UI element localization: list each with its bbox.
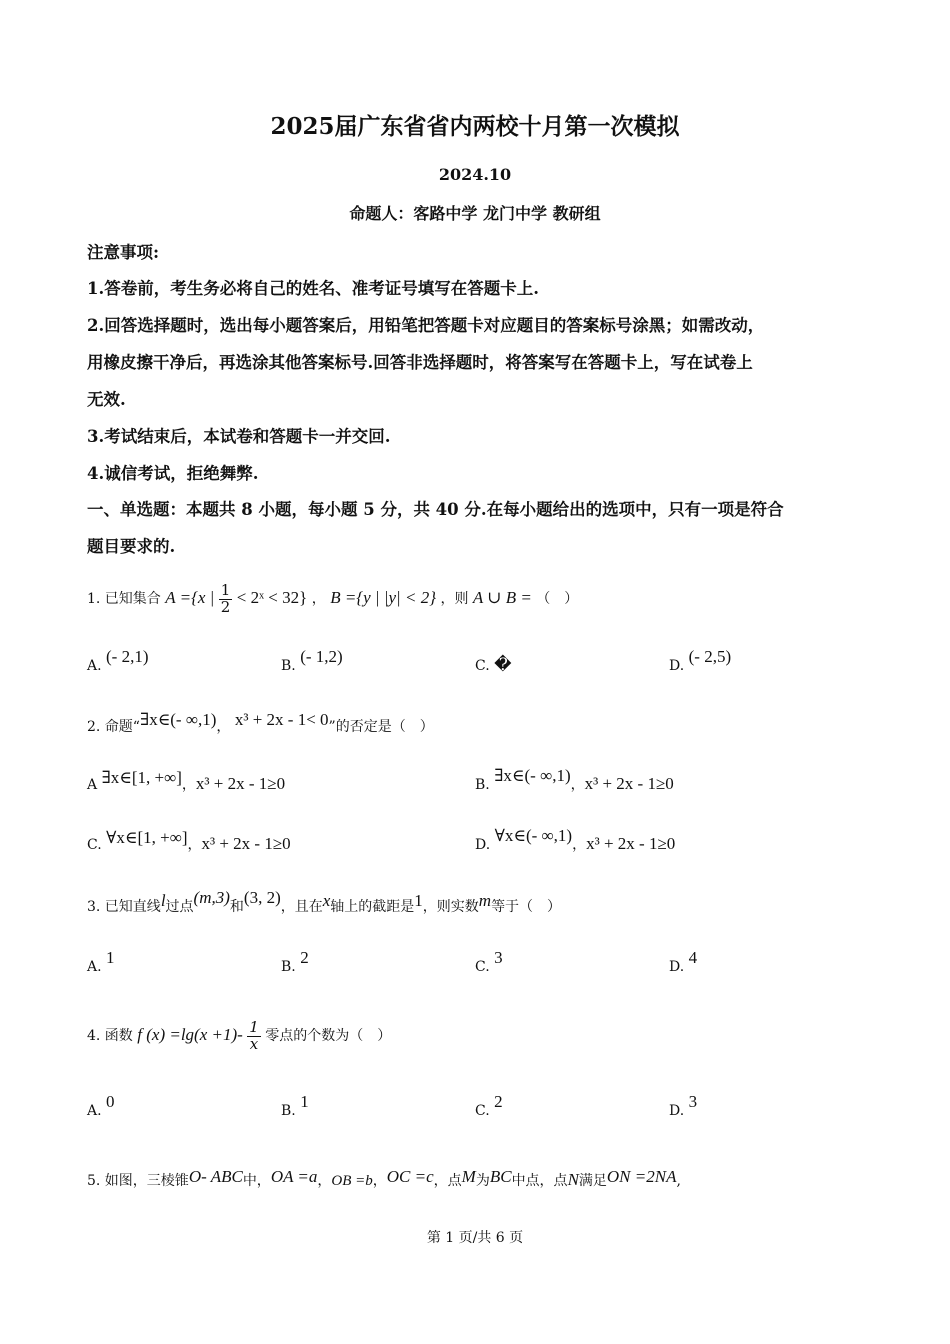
- q3-text-5: 轴上的截距是: [330, 899, 415, 915]
- q2-option-d[interactable]: D. ∀x∈(- ∞,1)，x³ + 2x - 1≥0: [475, 826, 676, 853]
- q5-comma-3: ,: [676, 1173, 681, 1189]
- question-2: [87, 710, 434, 736]
- option-label: C.: [87, 837, 102, 853]
- q2-option-a[interactable]: A ∃x∈[1, +∞]，x³ + 2x - 1≥0: [87, 768, 286, 793]
- q2-tail: ”的否定是（ ）: [328, 719, 434, 735]
- note-2-line-2: 用橡皮擦干净后，再选涂其他答案标号.回答非选择题时，将答案写在答题卡上，写在试卷上: [87, 353, 753, 372]
- q2-option-c[interactable]: C. ∀x∈[1, +∞]，x³ + 2x - 1≥0: [87, 828, 291, 853]
- q1-set-a-right: < 2ˣ < 32}: [236, 588, 308, 607]
- note-4: 4.诚信考试，拒绝舞弊.: [87, 464, 259, 483]
- page-footer: 第 1 页/共 6 页: [426, 1230, 524, 1246]
- q2-quantifier: ∃x∈(- ∞,1): [139, 710, 217, 729]
- option-label: C.: [475, 658, 490, 674]
- q3-text-4: ，且在: [280, 899, 323, 915]
- q3-text-1: 3. 已知直线: [87, 899, 161, 915]
- option-label: B.: [281, 658, 296, 674]
- q3-option-c[interactable]: [475, 948, 503, 976]
- q5-point-m: M: [461, 1167, 476, 1186]
- option-value: (- 1,2): [300, 647, 343, 666]
- q1-tail: ，则: [440, 591, 469, 607]
- q3-line-l: l: [160, 891, 166, 910]
- option-value: 2: [300, 948, 309, 967]
- q4-option-d[interactable]: [669, 1092, 698, 1120]
- q3-m: m: [478, 891, 492, 910]
- option-value: (- 2,1): [106, 647, 149, 666]
- section-heading-line-1: 一、单选题：本题共 8 小题，每小题 5 分，共 40 分.在每小题给出的选项中，只有一项是符合: [87, 500, 784, 519]
- option-value: 1: [300, 1092, 309, 1111]
- option-value: 0: [106, 1092, 115, 1111]
- q1-frac-den: 2: [220, 597, 231, 616]
- option-label: A.: [87, 658, 102, 674]
- option-label: D.: [669, 658, 685, 674]
- q4-option-b[interactable]: [281, 1092, 309, 1120]
- q4-option-c[interactable]: [475, 1092, 503, 1120]
- q1-lead: 1. 已知集合: [87, 591, 161, 607]
- q5-text-2: 中，: [242, 1173, 271, 1189]
- q2-lead: 2. 命题“: [87, 719, 140, 735]
- option-label: C.: [475, 1103, 490, 1119]
- option-value: 3: [494, 948, 503, 967]
- q4-option-a[interactable]: [87, 1092, 115, 1120]
- q1-set-b: B ={y | |y| < 2}: [330, 588, 436, 607]
- q1-union: A ∪ B =: [472, 588, 532, 607]
- option-label: D.: [669, 959, 685, 975]
- q4-frac-den: x: [249, 1034, 259, 1053]
- q3-text-2: 过点: [165, 899, 194, 915]
- option-inequality: x³ + 2x - 1≥0: [586, 834, 676, 853]
- q3-one: 1: [414, 891, 423, 910]
- note-1: 1.答卷前，考生务必将自己的姓名、准考证号填写在答题卡上.: [87, 279, 539, 298]
- q5-text-1: 5. 如图，三棱锥: [87, 1173, 189, 1189]
- q3-text-3: 和: [229, 899, 244, 915]
- q1-comma: ，: [311, 591, 326, 607]
- option-quantifier: ∃x∈(- ∞,1): [494, 766, 571, 785]
- option-label: D.: [475, 837, 491, 853]
- page-title: 2025届广东省省内两校十月第一次模拟: [270, 113, 680, 140]
- option-quantifier: ∃x∈[1, +∞]: [101, 768, 182, 787]
- q1-fraction: [219, 580, 233, 616]
- q1-option-c[interactable]: [475, 655, 512, 675]
- q4-tail: 零点的个数为（ ）: [265, 1028, 392, 1044]
- q3-text-7: 等于（ ）: [491, 899, 562, 915]
- question-1: [87, 578, 578, 619]
- option-label: A.: [87, 959, 102, 975]
- q1-option-a[interactable]: [87, 647, 149, 675]
- option-label: A: [87, 777, 98, 793]
- option-label: A.: [87, 1103, 102, 1119]
- q3-option-a[interactable]: [87, 948, 115, 976]
- q5-vector-oc: OC =c: [386, 1167, 434, 1186]
- q5-vector-oa: OA =a: [270, 1167, 318, 1186]
- option-label: B.: [281, 959, 296, 975]
- question-4: [87, 1010, 391, 1061]
- option-value: 2: [494, 1092, 503, 1111]
- note-2-line-1: 2.回答选择题时，选出每小题答案后，用铅笔把答题卡对应题目的答案标号涂黑；如需改动，: [87, 316, 765, 335]
- q3-x: x: [322, 891, 331, 910]
- q5-point-n: N: [567, 1170, 579, 1189]
- q5-comma-2: ，: [372, 1173, 387, 1189]
- q1-frac-num: 1: [220, 580, 231, 599]
- q5-text-4: 为: [475, 1173, 490, 1189]
- exam-author: 命题人：客路中学 龙门中学 教研组: [349, 204, 601, 223]
- option-label: B.: [281, 1103, 296, 1119]
- option-inequality: x³ + 2x - 1≥0: [195, 774, 286, 793]
- option-value: 3: [688, 1092, 698, 1111]
- q2-comma: ，: [216, 719, 231, 735]
- q3-point-2: (3, 2): [243, 888, 281, 907]
- question-3: [87, 888, 562, 916]
- section-heading-line-2: 题目要求的.: [87, 537, 176, 556]
- option-label: C.: [475, 959, 490, 975]
- q1-option-d[interactable]: [669, 647, 732, 675]
- q4-lead: 4. 函数: [87, 1028, 133, 1044]
- q5-text-5: 中点，点: [511, 1173, 568, 1189]
- q2-inequality: x³ + 2x - 1< 0: [234, 710, 329, 729]
- option-inequality: x³ + 2x - 1≥0: [201, 834, 291, 853]
- q4-frac-num: 1: [249, 1017, 259, 1036]
- q2-option-b[interactable]: B. ∃x∈(- ∞,1)，x³ + 2x - 1≥0: [475, 766, 674, 793]
- option-quantifier: ∀x∈[1, +∞]: [106, 828, 188, 847]
- q3-text-6: ，则实数: [422, 899, 479, 915]
- q4-fraction: [247, 1017, 261, 1053]
- q1-paren: （ ）: [536, 591, 579, 607]
- option-value: (- 2,5): [688, 647, 732, 666]
- notes-heading: 注意事项:: [87, 243, 160, 262]
- q1-option-b[interactable]: [281, 647, 343, 675]
- exam-date: 2024.10: [438, 165, 512, 184]
- question-5: [87, 1165, 681, 1196]
- q5-pyramid: O- ABC: [188, 1167, 243, 1186]
- q3-point-1: (m,3): [193, 888, 230, 907]
- option-value: �: [494, 655, 512, 674]
- q3-option-b[interactable]: [281, 948, 309, 976]
- option-value: 1: [106, 948, 115, 967]
- q5-vector-ob: OB =b: [331, 1173, 373, 1189]
- option-value: 4: [688, 948, 698, 967]
- q3-option-d[interactable]: [669, 948, 698, 976]
- q5-comma-1: ，: [317, 1173, 332, 1189]
- q5-segment-bc: BC: [489, 1167, 512, 1186]
- option-inequality: x³ + 2x - 1≥0: [584, 774, 674, 793]
- q4-function: f (x) =lg(x +1)-: [137, 1025, 243, 1044]
- option-quantifier: ∀x∈(- ∞,1): [494, 826, 573, 845]
- option-label: D.: [669, 1103, 685, 1119]
- note-2-line-3: 无效.: [87, 390, 126, 409]
- q5-vector-on: ON =2NA: [606, 1167, 677, 1186]
- q5-text-6: 满足: [578, 1173, 607, 1189]
- note-3: 3.考试结束后，本试卷和答题卡一并交回.: [87, 427, 391, 446]
- q1-set-a-left: A ={x |: [165, 588, 215, 607]
- option-label: B.: [475, 777, 490, 793]
- q5-text-3: ，点: [433, 1173, 462, 1189]
